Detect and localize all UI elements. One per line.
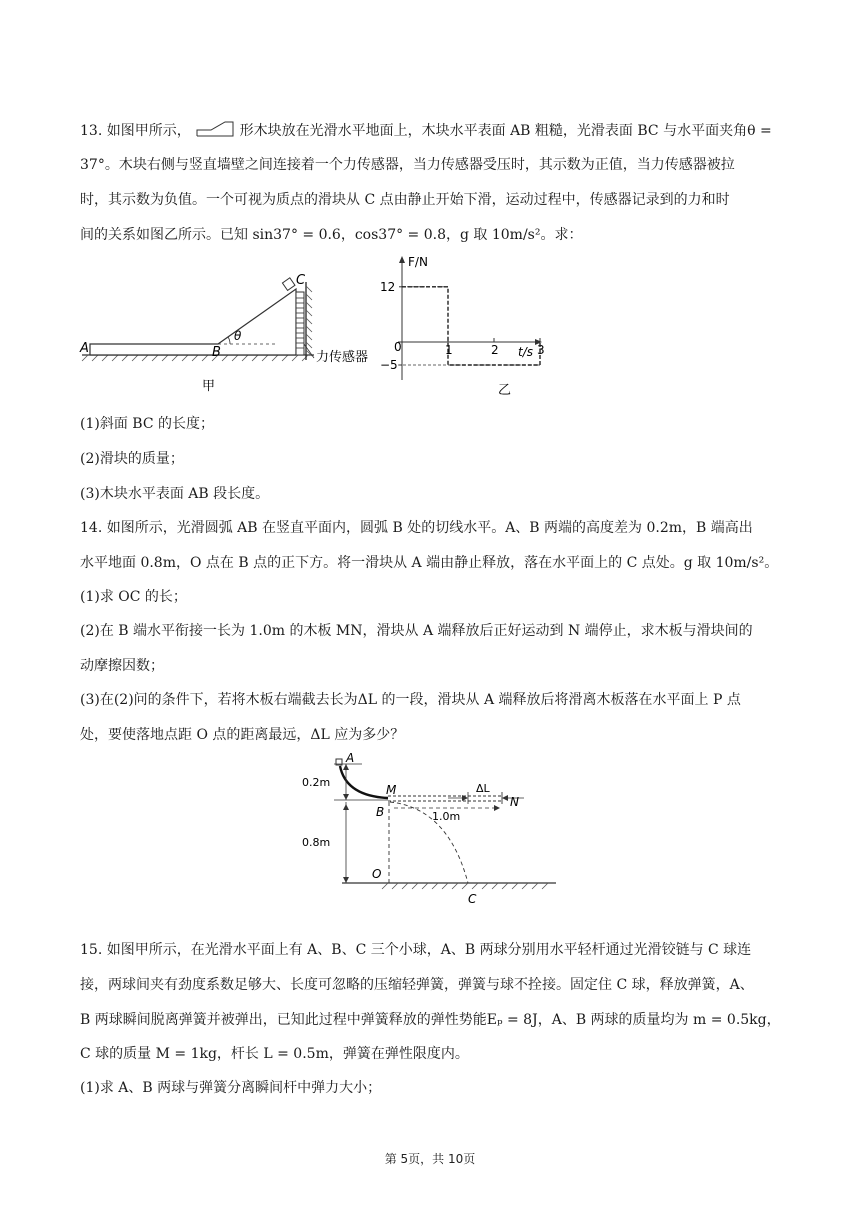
q14-label-N: N xyxy=(510,795,519,809)
q14-label-O: O xyxy=(372,867,382,881)
label-theta: θ xyxy=(234,329,242,343)
q14-sub2b: 动摩擦因数； xyxy=(80,658,164,674)
q14-label-A: A xyxy=(346,752,355,765)
label-B: B xyxy=(212,345,221,360)
q13-line1-b: 形木块放在光滑水平地面上，木块水平表面 AB 粗糙，光滑表面 BC 与水平面夹角θ = xyxy=(239,123,772,139)
q15-sub1: (1)求 A、B 两球与弹簧分离瞬间杆中弹力大小； xyxy=(80,1080,382,1096)
wedge-shape-icon xyxy=(195,120,235,138)
caption-yi: 乙 xyxy=(498,383,512,398)
q13-sub3: (3)木块水平表面 AB 段长度。 xyxy=(80,486,270,502)
q13-sub1: (1)斜面 BC 的长度； xyxy=(80,416,214,432)
chart-origin: 0 xyxy=(394,340,402,354)
q13-line3: 时，其示数为负值。一个可视为质点的滑块从 C 点由静止开始下滑，运动过程中，传感器记录到的力和时 xyxy=(80,192,730,208)
chart-ylabel: F/N xyxy=(408,255,428,269)
q14-h2: 0.8m xyxy=(302,836,331,849)
q14-label-B: B xyxy=(376,805,385,819)
q14-line2: 水平地面 0.8m，O 点在 B 点的正下方。将一滑块从 A 端由静止释放，落在水平面上的 C 点处。g 取 10m/s²。 xyxy=(80,555,779,571)
x-tick-label: 1 xyxy=(445,343,453,357)
x-tick-label: 3 xyxy=(537,343,545,357)
q13-sub2: (2)滑块的质量； xyxy=(80,451,184,467)
label-A: A xyxy=(80,341,89,356)
figure-q14 xyxy=(298,752,563,910)
figure-jia xyxy=(78,272,398,397)
q13-line4: 间的关系如图乙所示。已知 sin37° = 0.6，cos37° = 0.8，g 取 10m/s²。求： xyxy=(80,227,583,243)
sensor-label: 力传感器 xyxy=(316,350,369,365)
q14-sub3a: (3)在(2)问的条件下，若将木板右端截去长为ΔL 的一段，滑块从 A 端释放后将滑离木板落在水平面上 P 点 xyxy=(80,692,741,708)
q14-sub1: (1)求 OC 的长； xyxy=(80,589,187,605)
q13-line2: 37°。木块右侧与竖直墙壁之间连接着一个力传感器，当力传感器受压时，其示数为正值，当力传感器被拉 xyxy=(80,157,735,173)
q14-sub2a: (2)在 B 端水平衔接一长为 1.0m 的木板 MN，滑块从 A 端释放后正好运动到 N 端停止，求木板与滑块间的 xyxy=(80,623,753,639)
q15-line3: B 两球瞬间脱离弹簧并被弹出，已知此过程中弹簧释放的弹性势能Eₚ = 8J，A、B 两球的质量均为 m = 0.5kg， xyxy=(80,1012,781,1028)
q14-len: 1.0m xyxy=(432,810,461,823)
q15-line1: 15. 如图甲所示，在光滑水平面上有 A、B、C 三个小球，A、B 两球分别用水平轻杆通过光滑铰链与 C 球连 xyxy=(80,942,752,958)
y-tick-label: 12 xyxy=(380,279,396,294)
q14-dl: ΔL xyxy=(476,782,490,795)
q14-h1: 0.2m xyxy=(302,776,331,789)
y-axis-arrow xyxy=(399,256,405,263)
y-tick-label: −5 xyxy=(380,358,398,372)
caption-jia: 甲 xyxy=(202,379,216,394)
x-tick-label: 2 xyxy=(491,343,499,357)
q14-sub3b: 处，要使落地点距 O 点的距离最远，ΔL 应为多少？ xyxy=(80,727,405,743)
q13-line1-a: 13. 如图甲所示， xyxy=(80,123,191,139)
page-footer: 第 5页，共 10页 xyxy=(384,1152,476,1166)
q15-line4: C 球的质量 M = 1kg，杆长 L = 0.5m，弹簧在弹性限度内。 xyxy=(80,1046,469,1062)
chart-xlabel: t/s xyxy=(518,345,533,359)
q14-label-C: C xyxy=(468,892,477,906)
q14-line1: 14. 如图所示，光滑圆弧 AB 在竖直平面内，圆弧 B 处的切线水平。A、B 两端的高度差为 0.2m，B 端高出 xyxy=(80,520,753,536)
figure-yi-chart xyxy=(360,252,550,400)
label-C: C xyxy=(296,273,306,288)
q15-line2: 接，两球间夹有劲度系数足够大、长度可忽略的压缩轻弹簧，弹簧与球不拴接。固定住 C 球，释放弹簧，A、 xyxy=(80,977,754,993)
q13-line1 xyxy=(80,120,780,141)
q14-label-M: M xyxy=(386,783,397,797)
